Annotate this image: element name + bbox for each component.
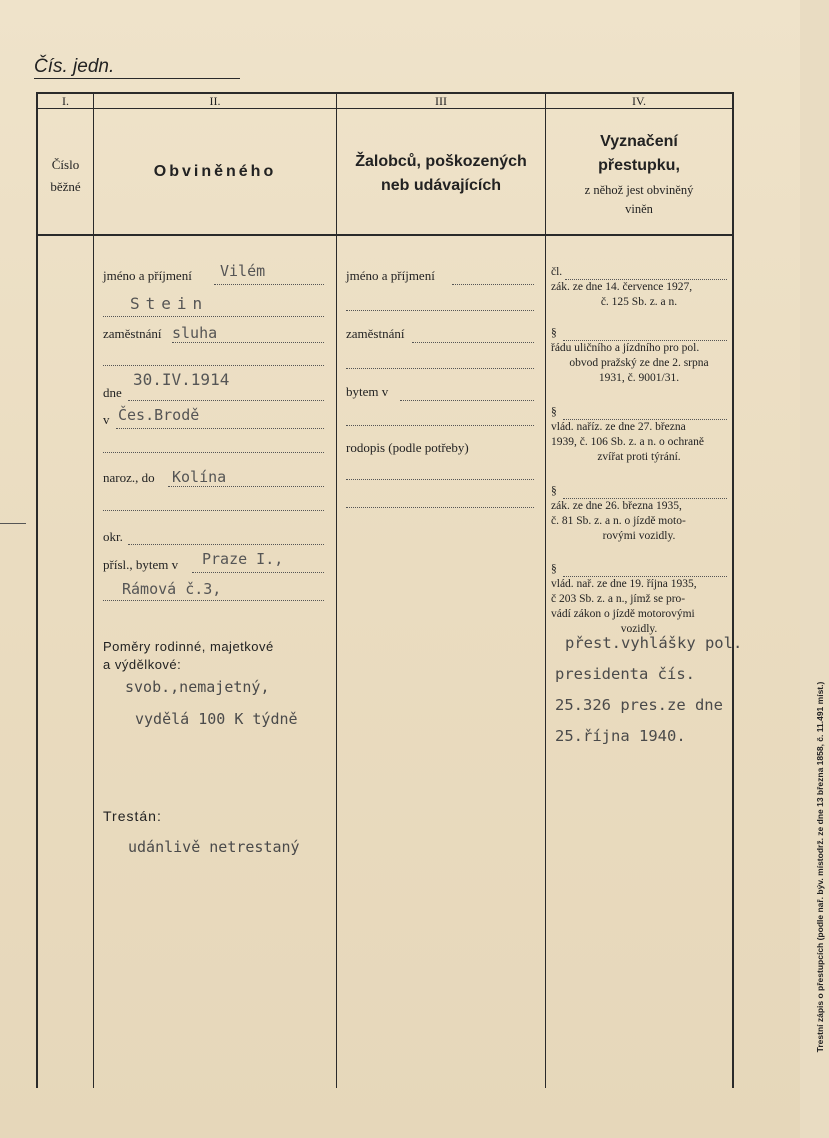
col4-number: IV.: [631, 94, 647, 108]
side-note: Trestní zápis o přestupcích (podle nař. býv. místodrž. ze dne 13 března 1858, č. 11.491 míst.): [815, 681, 825, 1053]
offence-b4-line2: č. 81 Sb. z. a n. o jízdě moto-: [551, 515, 686, 527]
accused-record-value: udánlivě netrestaný: [128, 838, 300, 856]
accused-place-line2: [103, 452, 324, 453]
accused-surname-line: [103, 316, 324, 317]
col2-number: II.: [209, 94, 221, 108]
accused-surname: Stein: [130, 294, 209, 313]
offence-block-4: [551, 484, 727, 544]
complainant-name-line: [452, 284, 534, 285]
offence-b1-line1: zák. ze dne 14. července 1927,: [551, 281, 693, 293]
col1-title-line2: běžné: [50, 179, 81, 194]
accused-residence-line: [192, 572, 324, 573]
col3-number: III: [435, 94, 447, 108]
offence-b4-line3: rovými vozidly.: [602, 530, 676, 542]
circumstances-label-line2: a výdělkové:: [103, 657, 182, 672]
offence-b4-line1: zák. ze dne 26. března 1935,: [551, 500, 682, 512]
offence-b2-label: §: [551, 327, 557, 339]
col4-subtitle-line2: viněn: [625, 202, 653, 216]
accused-place-label: v: [103, 412, 110, 427]
accused-first-name: Vilém: [220, 262, 266, 280]
offence-typed-line2: presidenta čís.: [555, 665, 695, 683]
offence-typed-text: [555, 628, 743, 752]
col1-title: [38, 154, 93, 198]
complainant-residence-line2: [346, 425, 534, 426]
accused-district-label: okr.: [103, 529, 123, 544]
accused-residence-city: Praze I.,: [202, 550, 284, 568]
margin-mark: [0, 523, 26, 524]
accused-birth-date: 30.IV.1914: [133, 370, 230, 389]
offence-b3-line: [563, 419, 727, 420]
accused-occupation-line2: [103, 365, 324, 366]
col-separator-2: [336, 92, 337, 1088]
offence-b5-label: §: [551, 563, 557, 575]
col-separator-1: [93, 92, 94, 1088]
offence-b3-line3: zvířat proti týrání.: [597, 451, 681, 463]
offence-b3-label: §: [551, 406, 557, 418]
offence-b5-line1: vlád. nař. ze dne 19. října 1935,: [551, 578, 697, 590]
complainant-rodopis-line2: [346, 507, 534, 508]
accused-date-line: [128, 400, 324, 401]
accused-date-label: dne: [103, 385, 122, 400]
accused-occupation-label: zaměstnání: [103, 326, 162, 341]
complainant-occupation-line: [412, 342, 534, 343]
accused-circumstances-line2: vydělá 100 K týdně: [135, 710, 298, 728]
complainant-residence-label: bytem v: [346, 384, 389, 399]
complainant-occupation-line2: [346, 368, 534, 369]
offence-block-2: [551, 326, 727, 386]
col4-title-line2: přestupku,: [598, 157, 680, 174]
accused-native-place: Kolína: [172, 468, 227, 486]
accused-name-label: jméno a příjmení: [103, 268, 192, 283]
complainant-name-line2: [346, 310, 534, 311]
accused-native-line2: [103, 510, 324, 511]
complainant-rodopis-label: rodopis (podle potřeby): [346, 440, 469, 455]
col3-title-line2: neb udávajících: [380, 177, 502, 194]
accused-birth-place: Čes.Brodě: [118, 406, 200, 424]
complainant-occupation-label: zaměstnání: [346, 326, 405, 341]
accused-occupation-line: [172, 342, 324, 343]
complainant-rodopis-line1: [346, 479, 534, 480]
offence-block-5: [551, 562, 727, 637]
accused-native-line: [168, 486, 324, 487]
offence-b5-line2: č 203 Sb. z. a n., jímž se pro-: [551, 593, 686, 605]
accused-place-line: [116, 428, 324, 429]
offence-b1-line: [565, 279, 727, 280]
col4-title: [546, 130, 732, 218]
col4-title-line1: Vyznačení: [600, 133, 678, 150]
complainant-name-label: jméno a příjmení: [346, 268, 435, 283]
circumstances-label-line1: Poměry rodinné, majetkové: [103, 639, 274, 654]
offence-block-1: [551, 265, 727, 310]
accused-record-label: Trestán:: [103, 808, 162, 824]
accused-first-name-line: [214, 284, 324, 285]
offence-b3-line1: vlád. naříz. ze dne 27. března: [551, 421, 686, 433]
accused-residence-label: přísl., bytem v: [103, 557, 179, 572]
col3-title: [337, 150, 545, 198]
table-left-border: [36, 92, 38, 1088]
offence-b5-line: [563, 576, 727, 577]
offence-typed-line4: 25.října 1940.: [555, 727, 686, 745]
offence-b1-label: čl.: [551, 266, 563, 278]
table-right-border: [732, 92, 734, 1088]
offence-b5-line3: vádí zákon o jízdě motorovými: [551, 608, 695, 620]
offence-b2-line: [563, 340, 727, 341]
reference-number-label: Čís. jedn.: [34, 56, 115, 77]
accused-circumstances-line1: svob.,nemajetný,: [125, 678, 270, 696]
offence-b4-line: [563, 498, 727, 499]
accused-native-label: naroz., do: [103, 470, 155, 485]
accused-circumstances-label: [103, 638, 274, 674]
offence-typed-line3: 25.326 pres.ze dne: [555, 696, 723, 714]
offence-block-3: [551, 405, 727, 465]
offence-b2-line2: obvod pražský ze dne 2. srpna: [569, 357, 709, 369]
accused-residence-line2: [103, 600, 324, 601]
col4-subtitle-line1: z něhož jest obviněný: [584, 183, 694, 197]
col2-title: Obviněného: [153, 163, 277, 180]
accused-district-line: [128, 544, 324, 545]
offence-b4-label: §: [551, 485, 557, 497]
header-bottom-line: [36, 234, 734, 236]
col-separator-3: [545, 92, 546, 1088]
offence-b2-line3: 1931, č. 9001/31.: [598, 372, 680, 384]
accused-residence-street: Rámová č.3,: [122, 580, 222, 598]
col1-number: I.: [62, 94, 69, 108]
accused-occupation: sluha: [172, 324, 218, 342]
offence-b5-line4: vozidly.: [620, 623, 658, 635]
offence-b3-line2: 1939, č. 106 Sb. z. a n. o ochraně: [551, 436, 704, 448]
complainant-residence-line: [400, 400, 534, 401]
col3-title-line1: Žalobců, poškozených: [355, 153, 527, 170]
offence-b1-line2: č. 125 Sb. z. a n.: [600, 296, 678, 308]
offence-typed-line1: přest.vyhlášky pol.: [565, 634, 743, 652]
reference-number-line: [34, 78, 240, 79]
col1-title-line1: Číslo: [51, 157, 80, 172]
offence-b2-line1: řádu uličního a jízdního pro pol.: [551, 342, 700, 354]
